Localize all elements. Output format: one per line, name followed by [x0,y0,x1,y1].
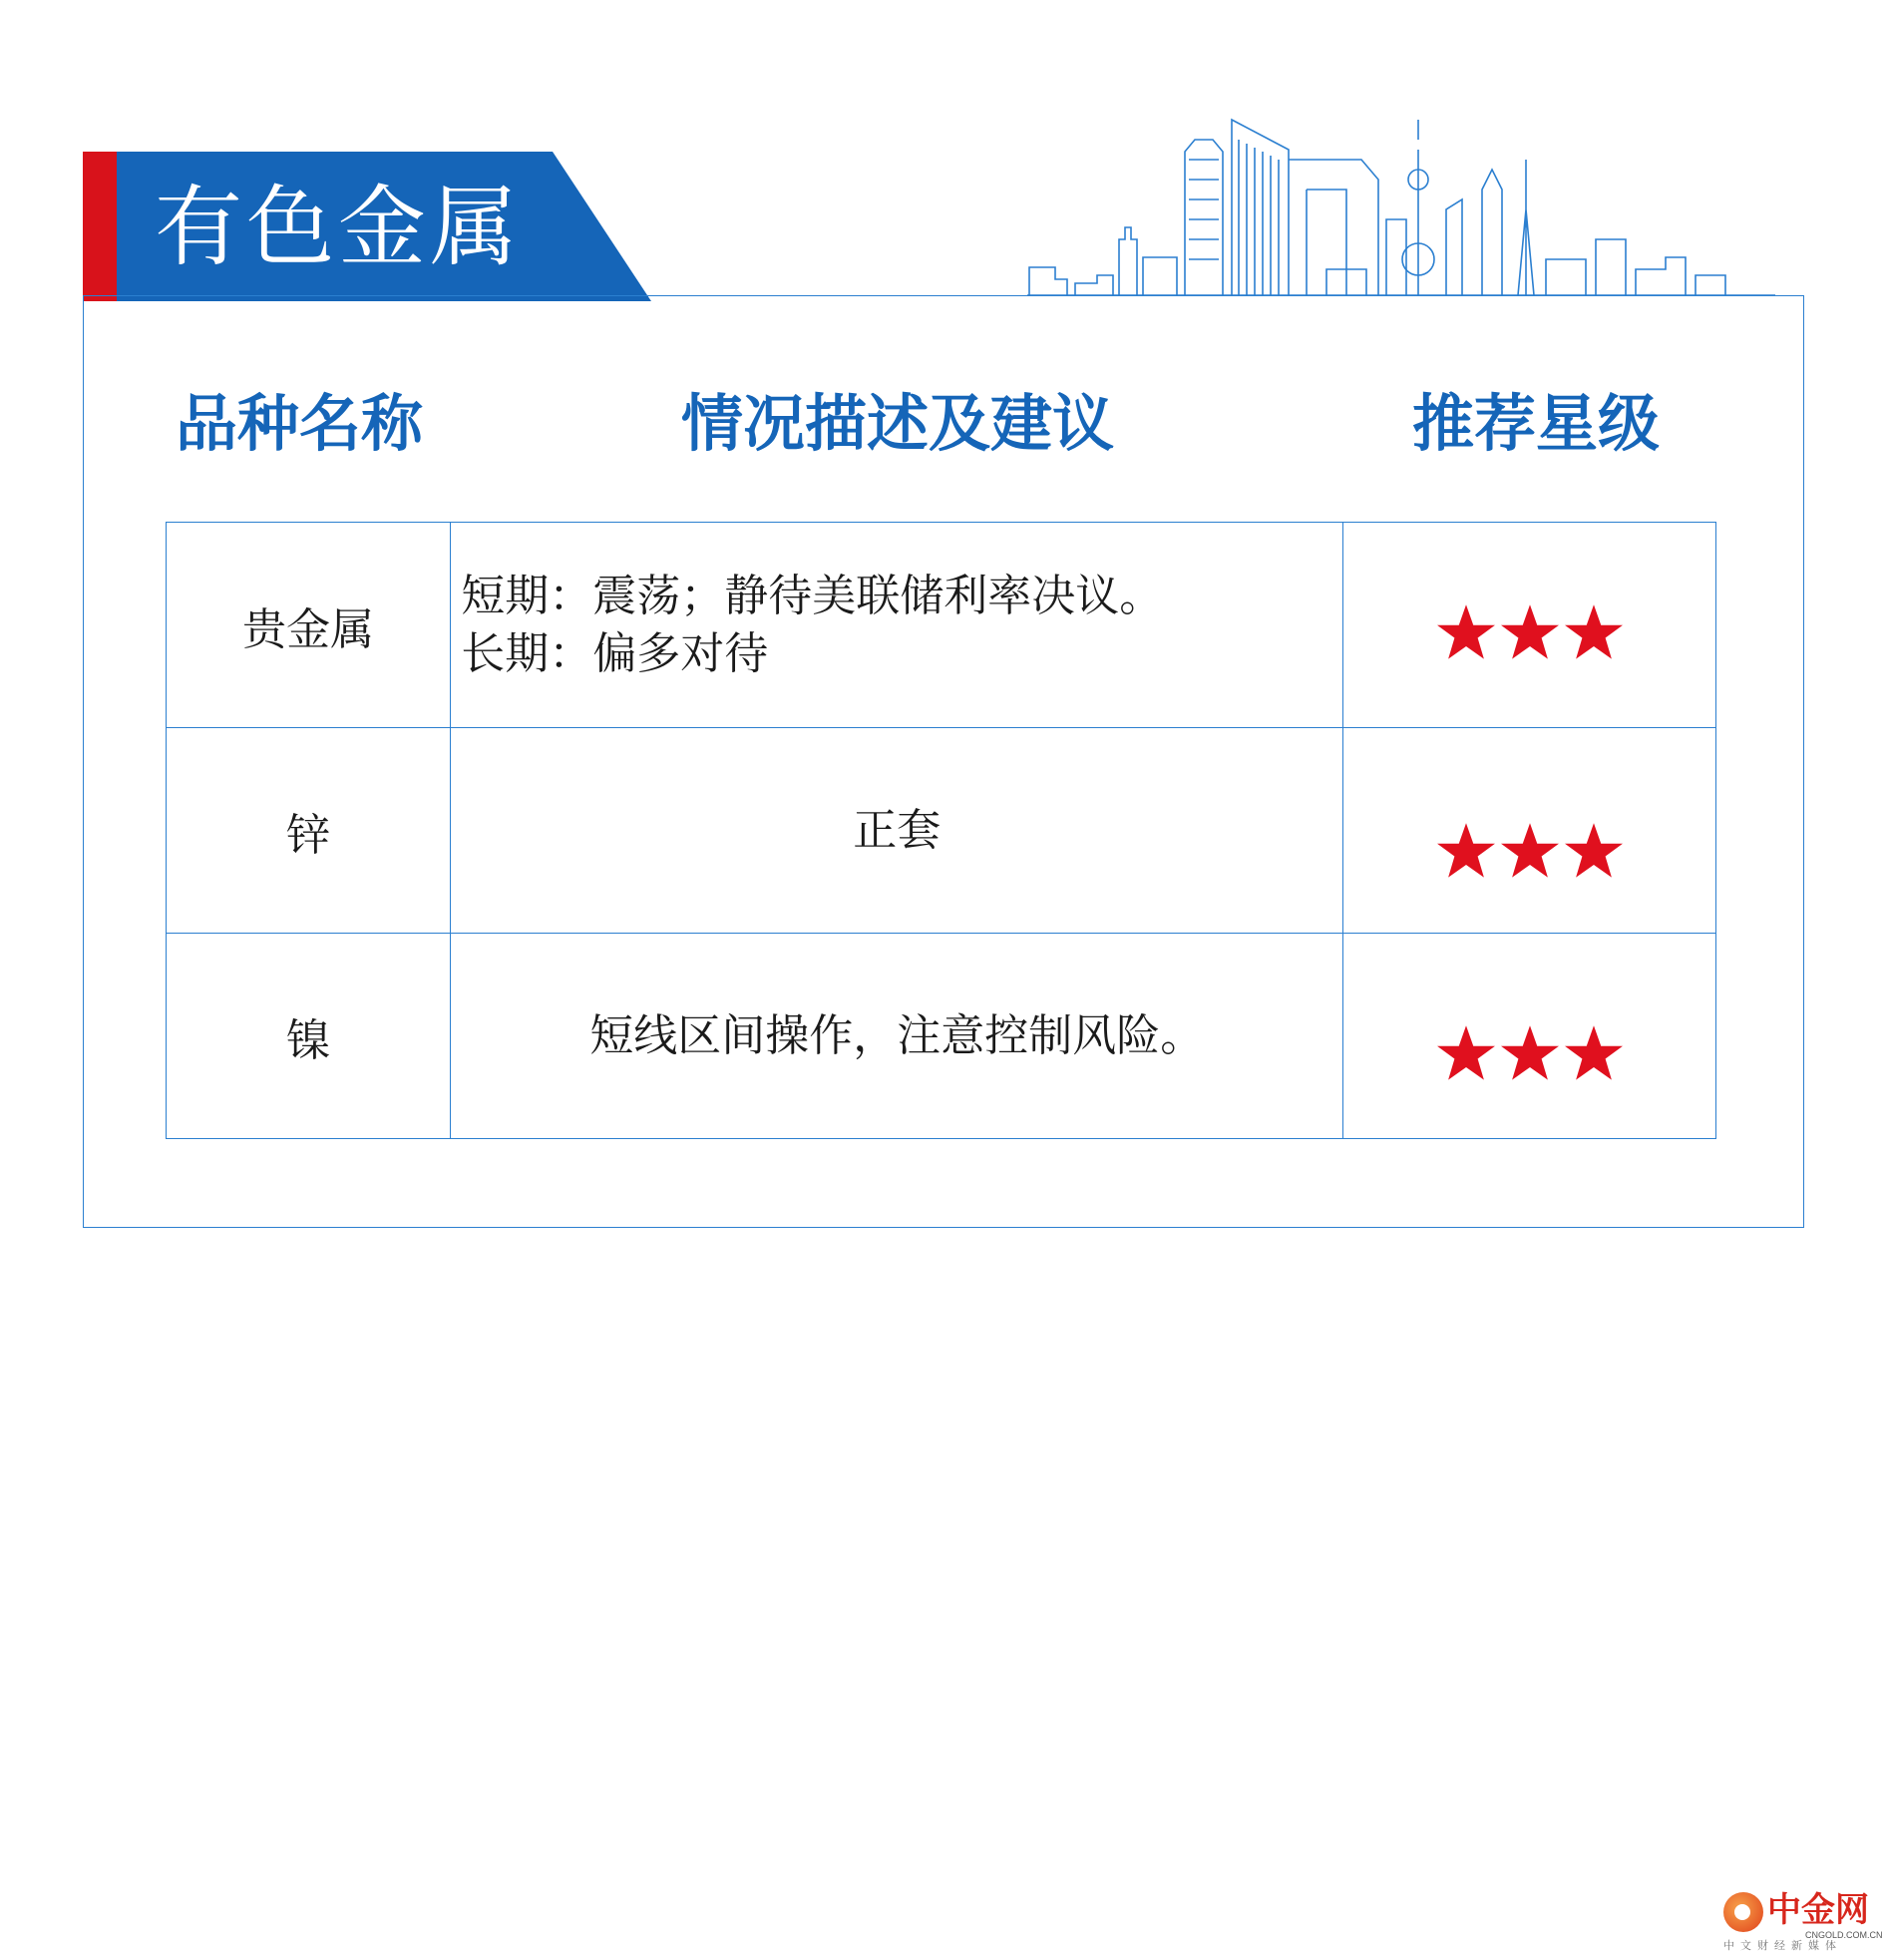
table-row [167,934,1716,1139]
star-icon [1565,1025,1623,1081]
stars-group [1434,604,1626,664]
header-desc: 情况描述及建议 [680,387,1114,460]
star-rating [1343,934,1716,1139]
city-skyline-illustration [1027,100,1775,299]
description-line: 短线区间操作，注意控制风险。 [589,1009,1205,1061]
description-cell [451,523,1343,728]
star-icon [1501,1025,1559,1081]
logo-emblem-icon [1723,1892,1763,1932]
star-icon [1437,604,1495,660]
variety-name: 贵金属 [167,523,451,728]
star-rating [1343,523,1716,728]
header-name: 品种名称 [175,387,423,460]
star-icon [1565,823,1623,879]
stars-group [1434,823,1626,883]
table-row [167,728,1716,934]
table-row [167,523,1716,728]
star-rating [1343,728,1716,934]
logo-name: 中金网 [1767,1890,1869,1930]
description-cell [451,728,1343,934]
star-icon [1501,604,1559,660]
description-line: 短期：震荡；静待美联储利率决议。 [461,570,1164,621]
star-icon [1501,823,1559,879]
description-cell [451,934,1343,1139]
brand-logo [1723,1890,1883,1952]
description-line: 正套 [853,804,942,856]
star-icon [1437,823,1495,879]
header-rating: 推荐星级 [1411,387,1660,460]
variety-name: 锌 [167,728,451,934]
stars-group [1434,1025,1626,1085]
recommendation-table [166,522,1716,1139]
variety-name: 镍 [167,934,451,1139]
description-line: 长期：偏多对待 [461,627,769,679]
logo-tagline: 中文财经新媒体 [1723,1939,1842,1952]
star-icon [1437,1025,1495,1081]
logo-domain: CNGOLD.COM.CN [1805,1930,1883,1940]
page-title: 有色金属 [155,176,523,278]
star-icon [1565,604,1623,660]
banner-red-accent [83,152,117,301]
